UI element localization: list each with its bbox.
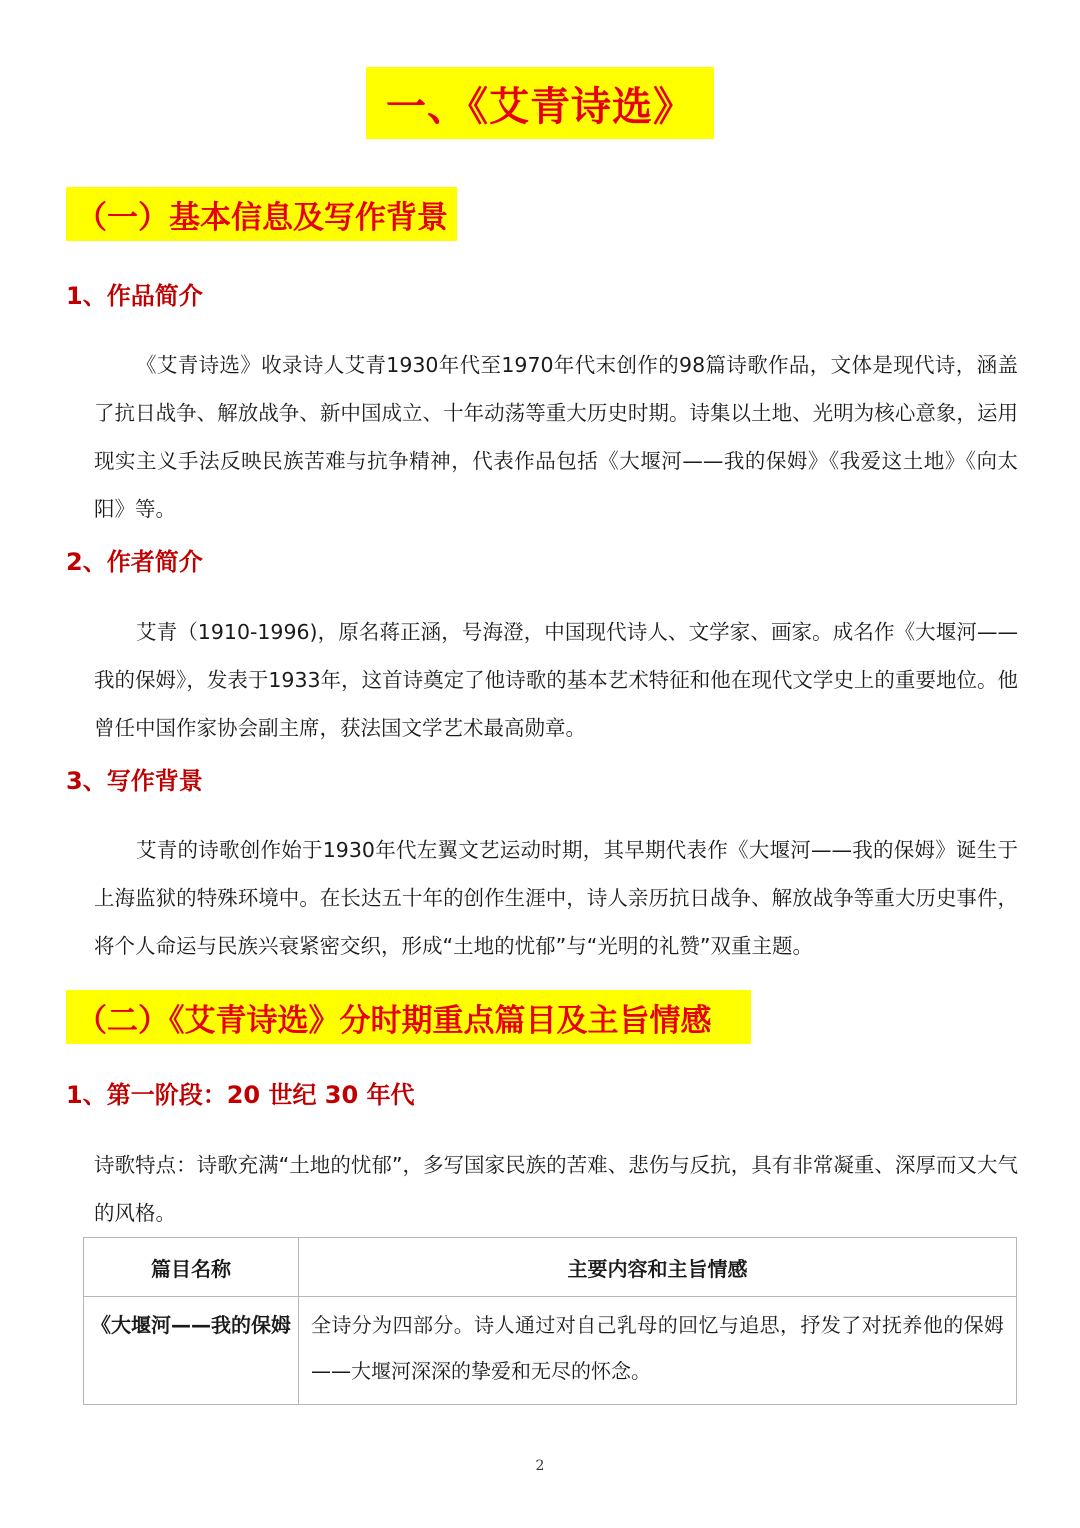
column-header-poem-name: 篇目名称 xyxy=(84,1238,299,1297)
paragraph-work-intro: 《艾青诗选》收录诗人艾青1930年代至1970年代末创作的98篇诗歌作品，文体是现代诗，涵盖了抗日战争、解放战争、新中国成立、十年动荡等重大历史时期。诗集以土地、光明为核心意象，运用现实主义手法反映民族苦难与抗争精神，代表作品包括《大堰河——我的保姆》《我爱这土地》《向太阳》等。 xyxy=(94,353,1018,521)
column-header-main-content: 主要内容和主旨情感 xyxy=(299,1238,1017,1297)
paragraph-writing-background: 艾青的诗歌创作始于1930年代左翼文艺运动时期，其早期代表作《大堰河——我的保姆》诞生于上海监狱的特殊环境中。在长达五十年的创作生涯中，诗人亲历抗日战争、解放战争等重大历史事件，将个人命运与民族兴衰紧密交织，形成“土地的忧郁”与“光明的礼赞”双重主题。 xyxy=(94,838,1018,958)
paragraph-author-intro: 艾青（1910-1996)，原名蒋正涵，号海澄，中国现代诗人、文学家、画家。成名作《大堰河——我的保姆》，发表于1933年，这首诗奠定了他诗歌的基本艺术特征和他在现代文学史上的重要地位。他曾任中国作家协会副主席，获法国文学艺术最高勋章。 xyxy=(94,620,1018,740)
subheading-stage-one: 1、第一阶段：20 世纪 30 年代 xyxy=(66,1081,415,1109)
table-header-row xyxy=(84,1238,1017,1297)
table-row xyxy=(84,1297,1017,1405)
document-title-text: 一、《艾青诗选》 xyxy=(386,83,694,130)
section-heading-basic-info xyxy=(66,187,457,241)
cell-poem-name: 《大堰河——我的保姆 xyxy=(84,1297,299,1405)
section-heading-key-works xyxy=(66,990,751,1044)
section-heading-key-works-text: （二）《艾青诗选》分时期重点篇目及主旨情感 xyxy=(76,1002,712,1039)
document-title xyxy=(366,67,714,139)
page-number: 2 xyxy=(535,1458,545,1474)
paragraph-stage-one-feature: 诗歌特点：诗歌充满“土地的忧郁”，多写国家民族的苦难、悲伤与反抗，具有非常凝重、深厚而又大气的风格。 xyxy=(94,1153,1018,1225)
subheading-author-intro: 2、作者简介 xyxy=(66,548,203,576)
subheading-writing-background: 3、写作背景 xyxy=(66,767,203,795)
poems-table xyxy=(83,1237,1017,1405)
cell-poem-content: 全诗分为四部分。诗人通过对自己乳母的回忆与追思，抒发了对抚养他的保姆——大堰河深深的挚爱和无尽的怀念。 xyxy=(299,1297,1017,1405)
section-heading-basic-info-text: （一）基本信息及写作背景 xyxy=(76,199,448,236)
subheading-work-intro: 1、作品简介 xyxy=(66,282,203,310)
